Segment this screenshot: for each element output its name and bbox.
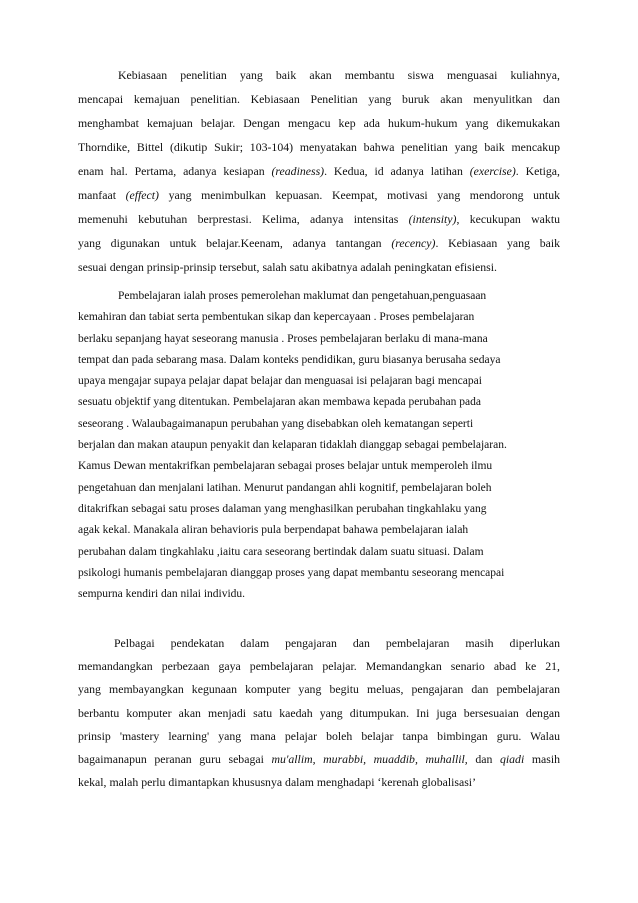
paragraph-line: Kebiasaan penelitian yang baik akan membantu siswa menguasai kuliahnya, <box>118 68 560 82</box>
paragraph-line: berbantu komputer akan menjadi satu kaedah yang ditumpukan. Ini juga bersesuaian dengan <box>78 705 560 720</box>
paragraph-line: pengetahuan dan menjalani latihan. Menurut pandangan ahli kognitif, pembelajaran boleh <box>78 481 492 494</box>
paragraph-line: Kamus Dewan mentakrifkan pembelajaran sebagai proses belajar untuk memperoleh ilmu <box>78 460 493 473</box>
paragraph-line: Pembelajaran ialah proses pemerolehan maklumat dan pengetahuan,penguasaan <box>118 290 487 302</box>
paragraph-line: agak kekal. Manakala aliran behavioris pula berpendapat bahawa pembelajaran ialah <box>78 524 469 537</box>
paragraph-line: psikologi humanis pembelajaran dianggap proses yang dapat membantu seseorang mencapai <box>78 566 505 579</box>
paragraph-line: prinsip 'mastery learning' yang mana pelajar boleh belajar tanpa bimbingan guru. Walau <box>78 728 560 743</box>
paragraph-line: berjalan dan makan ataupun penyakit dan kelaparan tidaklah dianggap sebagai pembelajaran. <box>78 439 507 452</box>
paragraph-line: memandangkan perbezaan gaya pembelajaran pelajar. Memandangkan senario abad ke 21, <box>78 659 560 674</box>
paragraph-pembelajaran <box>78 286 560 605</box>
paragraph-line: ditakrifkan sebagai satu proses dalaman yang menghasilkan perubahan tingkahlaku yang <box>78 502 487 515</box>
paragraph-pendekatan <box>78 632 560 794</box>
paragraph-line: seseorang . Walaubagaimanapun perubahan yang disebabkan oleh kematangan seperti <box>78 417 474 430</box>
paragraph-line: kekal, malah perlu dimantapkan khususnya dalam menghadapi ‘kerenah globalisasi’ <box>78 775 477 790</box>
paragraph-line: sesuatu objektif yang ditentukan. Pembelajaran akan membawa kepada perubahan pada <box>78 396 481 409</box>
paragraph-line: tempat dan pada sebarang masa. Dalam konteks pendidikan, guru biasanya berusaha sedaya <box>78 353 501 366</box>
paragraph-line: mencapai kemajuan penelitian. Kebiasaan Penelitian yang buruk akan menyulitkan dan <box>78 92 560 106</box>
paragraph-line: upaya mengajar supaya pelajar dapat belajar dan menguasai isi pelajaran bagi mencapai <box>78 375 482 388</box>
paragraph-line: berlaku sepanjang hayat seseorang manusia . Proses pembelajaran berlaku di mana-mana <box>78 332 488 345</box>
paragraph-line: sesuai dengan prinsip-prinsip tersebut, salah satu akibatnya adalah peningkatan efisiensi. <box>78 260 497 274</box>
paragraph-line: menghambat kemajuan belajar. Dengan mengacu kep ada hukum-hukum yang dikemukakan <box>78 116 560 130</box>
paragraph-line: Pelbagai pendekatan dalam pengajaran dan pembelajaran masih diperlukan <box>114 636 560 650</box>
paragraph-line: perubahan dalam tingkahlaku ,iaitu cara seseorang bertindak dalam suatu situasi. Dalam <box>78 545 484 558</box>
paragraph-line: manfaat (effect) yang menimbulkan kepuasan. Keempat, motivasi yang mendorong untuk <box>78 188 560 202</box>
paragraph-line: yang digunakan untuk belajar.Keenam, adanya tantangan (recency). Kebiasaan yang baik <box>78 236 560 250</box>
paragraph-line: bagaimanapun peranan guru sebagai mu'allim, murabbi, muaddib, muhallil, dan qiadi masih <box>78 751 560 766</box>
paragraph-line: kemahiran dan tabiat serta pembentukan sikap dan kepercayaan . Proses pembelajaran <box>78 311 475 324</box>
paragraph-line: Thorndike, Bittel (dikutip Sukir; 103-104) menyatakan bahwa penelitian yang baik mencakup <box>78 140 560 154</box>
paragraph-line: sempurna kendiri dan nilai individu. <box>78 588 246 601</box>
paragraph-line: memenuhi kebutuhan berprestasi. Kelima, adanya intensitas (intensity), kecukupan waktu <box>78 212 560 226</box>
paragraph-line: yang membayangkan kegunaan komputer yang begitu meluas, pengajaran dan pembelajaran <box>78 682 560 697</box>
paragraph-line: enam hal. Pertama, adanya kesiapan (readiness). Kedua, id adanya latihan (exercise). Ketiga, <box>78 164 560 178</box>
paragraph-kebiasaan-penelitian <box>78 63 560 279</box>
